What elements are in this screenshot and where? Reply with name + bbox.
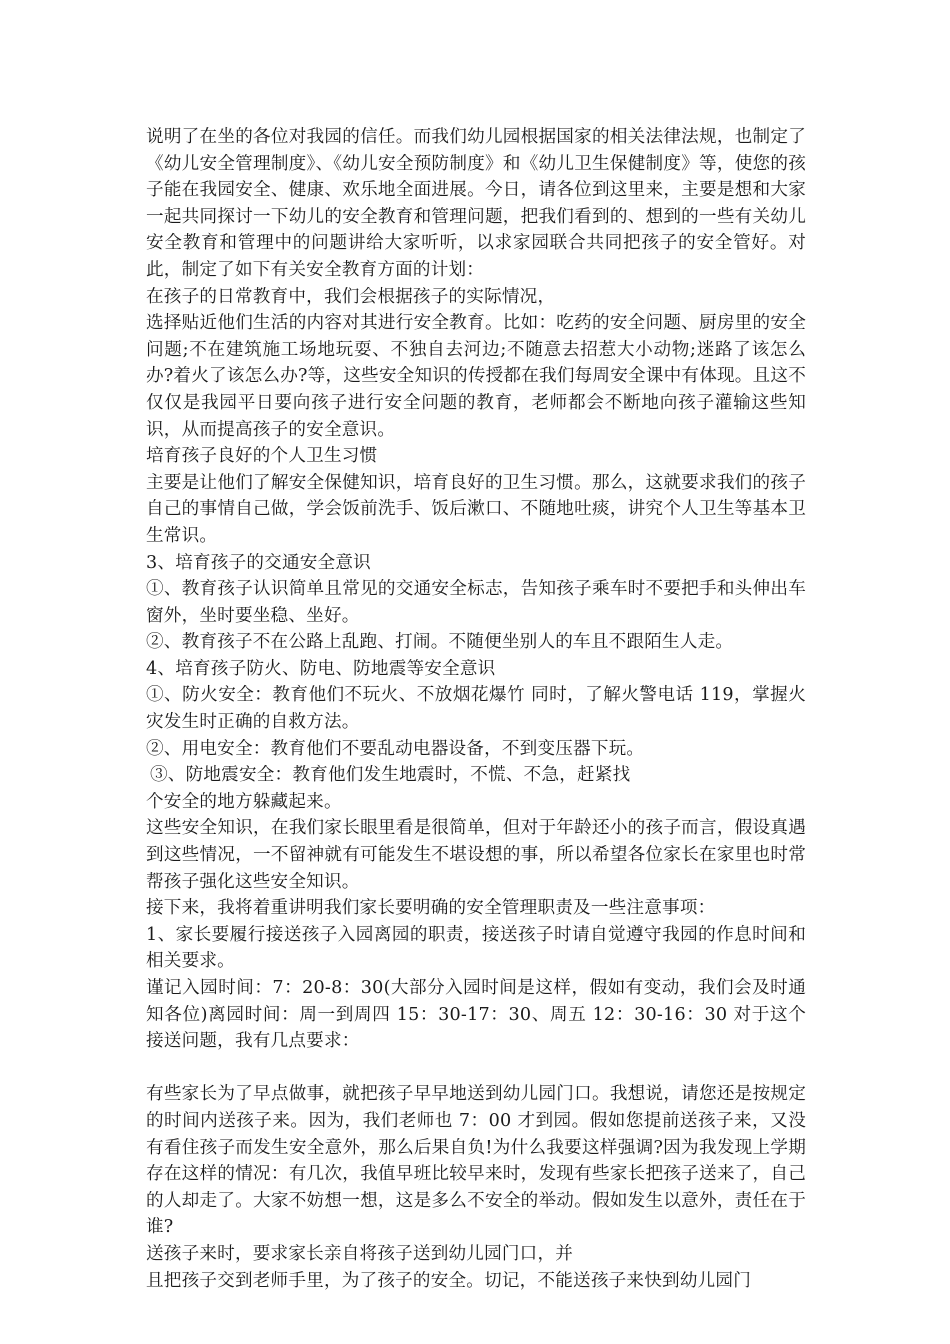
paragraph-fire-safety: ①、防火安全：教育他们不玩火、不放烟花爆竹 同时，了解火警电话 119，掌握火灾发生时正确的自救方法。 (146, 685, 806, 733)
paragraph-traffic-2: ②、教育孩子不在公路上乱跑、打闹。不随便坐别人的车且不跟陌生人走。 (146, 632, 734, 653)
heading-fire-electric-earthquake: 4、培育孩子防火、防电、防地震等安全意识 (146, 658, 496, 679)
paragraph-pickup-duty: 1、家长要履行接送孩子入园离园的职责，接送孩子时请自觉遵守我园的作息时间和相关要求。 (146, 924, 806, 972)
blank-line (146, 1055, 806, 1082)
paragraph-electric-safety: ②、用电安全：教育他们不要乱动电器设备，不到变压器下玩。 (146, 738, 645, 759)
document-body (146, 124, 806, 1294)
paragraph-traffic-1: ①、教育孩子认识简单且常见的交通安全标志，告知孩子乘车时不要把手和头伸出车窗外，坐时要坐稳、坐好。 (146, 579, 806, 626)
paragraph-early-dropoff: 有些家长为了早点做事，就把孩子早早地送到幼儿园门口。我想说，请您还是按规定的时间内送孩子来。因为，我们老师也 7：00 才到园。假如您提前送孩子来，又没有看住孩子而发生安全意外，那么后果自负!为什么我要这样强调?因为我发现上学期存在这样的情况：有几次，我值早班比较早来时，发现有些家长把孩子送来了，自己的人却走了。大家不妨想一想，这是多么不安全的举动。假如发生以意外，责任在于谁? (146, 1084, 806, 1238)
paragraph-earthquake-cont: 个安全的地方躲藏起来。 (146, 791, 342, 812)
heading-traffic-safety: 3、培育孩子的交通安全意识 (146, 552, 371, 573)
heading-hygiene: 培育孩子良好的个人卫生习惯 (146, 446, 378, 467)
paragraph-hygiene: 主要是让他们了解安全保健知识，培育良好的卫生习惯。那么，这就要求我们的孩子自己的事情自己做，学会饭前洗手、饭后漱口、不随地吐痰，讲究个人卫生等基本卫生常识。 (146, 472, 806, 546)
paragraph-responsibilities-intro: 接下来，我将着重讲明我们家长要明确的安全管理职责及一些注意事项： (146, 898, 716, 919)
paragraph-handover: 且把孩子交到老师手里，为了孩子的安全。切记，不能送孩子来快到幼儿园门 (146, 1270, 751, 1291)
paragraph-intro: 说明了在坐的各位对我园的信任。而我们幼儿园根据国家的相关法律法规，也制定了《幼儿安全管理制度》、《幼儿安全预防制度》和《幼儿卫生保健制度》等，使您的孩子能在我园安全、健康、欢乐地全面进展。今日，请各位到这里来，主要是想和大家一起共同探讨一下幼儿的安全教育和管理问题，把我们看到的、想到的一些有关幼儿安全教育和管理中的问题讲给大家听听，以求家园联合共同把孩子的安全管好。对此，制定了如下有关安全教育方面的计划： (146, 127, 806, 280)
paragraph-schedule: 谨记入园时间：7：20-8：30(大部分入园时间是这样，假如有变动，我们会及时通知各位)离园时间：周一到周四 15：30-17：30、周五 12：30-16：30 对于这个接送问题，我有几点要求： (146, 978, 806, 1052)
paragraph-safety-content: 选择贴近他们生活的内容对其进行安全教育。比如：吃药的安全问题、厨房里的安全问题;不在建筑施工场地玩耍、不独自去河边;不随意去招惹大小动物;迷路了该怎么办?着火了该怎么办?等，这些安全知识的传授都在我们每周安全课中有体现。且这不仅仅是我园平日要向孩子进行安全问题的教育，老师都会不断地向孩子灌输这些知识，从而提高孩子的安全意识。 (146, 313, 806, 440)
paragraph-parents-reinforce: 这些安全知识，在我们家长眼里看是很简单，但对于年龄还小的孩子而言，假设真遇到这些情况，一不留神就有可能发生不堪设想的事，所以希望各位家长在家里也时常帮孩子强化这些安全知识。 (146, 818, 806, 892)
paragraph-dropoff-rule: 送孩子来时，要求家长亲自将孩子送到幼儿园门口，并 (146, 1243, 574, 1264)
paragraph-daily-education: 在孩子的日常教育中，我们会根据孩子的实际情况， (146, 286, 556, 307)
paragraph-earthquake-safety: ③、防地震安全：教育他们发生地震时，不慌、不急，赶紧找 (150, 765, 631, 786)
